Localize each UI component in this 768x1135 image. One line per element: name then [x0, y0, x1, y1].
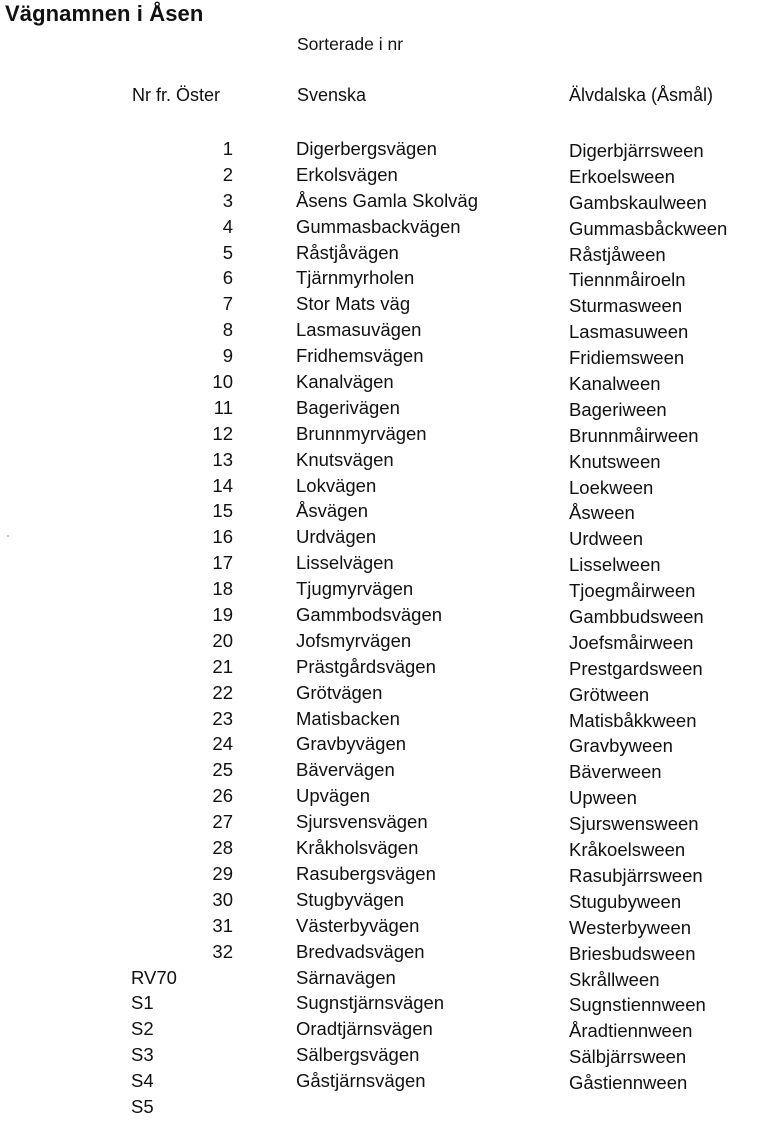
table-row — [0, 990, 768, 1016]
table-row — [0, 654, 768, 680]
road-number: 1 — [222, 138, 233, 159]
road-number: 4 — [222, 215, 233, 237]
road-name-svenska: Särnavägen — [296, 966, 396, 988]
road-number: 32 — [212, 940, 233, 962]
road-number: S4 — [131, 1070, 154, 1092]
table-row — [0, 447, 768, 473]
road-name-alvdalska: Upween — [569, 787, 637, 809]
document-subtitle: Sorterade i nr — [297, 34, 404, 54]
road-number: S3 — [131, 1044, 154, 1066]
road-number: 30 — [212, 888, 233, 910]
road-name-svenska: Upvägen — [296, 785, 371, 807]
table-row — [0, 757, 768, 783]
table-row — [0, 809, 768, 835]
road-number: 3 — [222, 189, 233, 211]
table-row — [0, 369, 768, 395]
road-name-svenska: Sjursvensvägen — [296, 811, 428, 833]
road-name-alvdalska: Bäverween — [569, 761, 662, 783]
road-name-svenska: Knutsvägen — [296, 448, 394, 470]
table-row — [0, 421, 768, 447]
road-name-svenska: Brunnmyrvägen — [296, 422, 427, 444]
table-row — [0, 317, 768, 343]
road-name-svenska: Åsvägen — [296, 500, 368, 522]
table-row — [0, 214, 768, 240]
road-name-svenska: Lasmasuvägen — [296, 319, 422, 341]
road-number: 31 — [212, 914, 233, 936]
road-name-alvdalska: Skrållween — [569, 968, 660, 990]
table-row — [0, 473, 768, 499]
road-number: 29 — [212, 862, 233, 884]
road-number: 25 — [212, 759, 233, 781]
table-row — [0, 136, 768, 162]
road-number: RV70 — [131, 966, 177, 988]
table-row — [0, 291, 768, 317]
road-name-svenska: Bävervägen — [296, 759, 395, 781]
road-name-alvdalska: Grötween — [569, 683, 650, 705]
table-row — [0, 188, 768, 214]
road-number: 22 — [212, 681, 233, 703]
road-name-alvdalska: Fridiemsween — [569, 347, 685, 369]
table-row — [0, 939, 768, 965]
column-header-svenska: Svenska — [297, 85, 367, 105]
table-row — [0, 576, 768, 602]
road-number: 12 — [212, 422, 233, 444]
road-name-alvdalska: Sugnstiennween — [569, 994, 706, 1016]
road-name-alvdalska: Prestgardsween — [569, 657, 703, 679]
road-name-alvdalska: Joefsmåirween — [569, 631, 694, 653]
road-name-alvdalska: Råstjåween — [569, 243, 666, 265]
road-number: 11 — [213, 396, 233, 418]
table-row — [0, 1042, 768, 1068]
road-name-svenska: Urdvägen — [296, 526, 377, 548]
road-number: 19 — [212, 604, 233, 626]
road-name-svenska: Digerbergsvägen — [296, 138, 437, 159]
road-name-svenska: Erkolsvägen — [296, 163, 398, 185]
road-name-alvdalska: Gummasbåckween — [569, 217, 728, 239]
road-name-alvdalska: Westerbyween — [569, 916, 692, 938]
table-row — [0, 887, 768, 913]
road-name-svenska: Prästgårdsvägen — [296, 655, 436, 677]
road-name-svenska: Fridhemsvägen — [296, 345, 424, 367]
road-number: 2 — [222, 163, 233, 185]
table-row — [0, 602, 768, 628]
road-name-svenska: Kråkholsvägen — [296, 837, 419, 859]
road-number: S2 — [131, 1018, 154, 1040]
table-row — [0, 731, 768, 757]
table-row — [0, 240, 768, 266]
table-row — [0, 343, 768, 369]
road-name-svenska: Sälbergsvägen — [296, 1044, 420, 1066]
road-number: 23 — [212, 707, 233, 729]
road-number: 16 — [212, 526, 233, 548]
road-number: 7 — [222, 293, 233, 315]
road-name-alvdalska: Rasubjärrsween — [569, 864, 703, 886]
road-name-alvdalska: Sturmasween — [569, 295, 683, 317]
road-number: 13 — [212, 448, 233, 470]
road-number: 9 — [222, 345, 233, 367]
road-name-svenska: Råstjåvägen — [296, 241, 399, 263]
road-number: 10 — [212, 371, 233, 393]
table-row — [0, 1068, 768, 1094]
road-name-svenska: Bagerivägen — [296, 396, 400, 418]
road-name-alvdalska: Erkoelsween — [569, 165, 675, 187]
road-number: S1 — [131, 992, 154, 1014]
road-name-alvdalska: Brunnmåirween — [569, 424, 699, 446]
road-name-alvdalska: Briesbudsween — [569, 942, 696, 964]
road-name-svenska: Gummasbackvägen — [296, 215, 461, 237]
road-name-svenska: Gåstjärnsvägen — [296, 1070, 426, 1092]
road-name-alvdalska: Gambbudsween — [569, 606, 704, 628]
road-name-svenska: Stor Mats väg — [296, 293, 411, 315]
table-row — [0, 680, 768, 706]
road-number: S5 — [131, 1095, 154, 1117]
road-name-alvdalska: Sjurswensween — [569, 813, 699, 835]
table-row — [0, 706, 768, 732]
road-name-svenska: Matisbacken — [296, 707, 400, 729]
table-row — [0, 1094, 768, 1120]
table-row — [0, 861, 768, 887]
road-name-alvdalska: Lisselween — [569, 554, 661, 576]
scan-speck — [7, 535, 9, 537]
road-name-alvdalska: Urdween — [569, 528, 644, 550]
table-row — [0, 265, 768, 291]
table-row — [0, 628, 768, 654]
road-number: 5 — [222, 241, 233, 263]
road-number: 28 — [212, 837, 233, 859]
road-name-alvdalska: Gambskaulween — [569, 191, 707, 213]
road-number: 26 — [212, 785, 233, 807]
road-name-svenska: Oradtjärnsvägen — [296, 1018, 433, 1040]
road-name-alvdalska: Loekween — [569, 476, 654, 498]
road-name-alvdalska: Gravbyween — [569, 735, 673, 757]
table-row — [0, 550, 768, 576]
road-number: 6 — [222, 267, 233, 289]
table-row — [0, 498, 768, 524]
road-number: 14 — [212, 474, 233, 496]
road-number: 17 — [212, 552, 233, 574]
road-name-alvdalska: Tiennmåiroeln — [569, 269, 686, 291]
road-name-alvdalska: Åradtiennween — [569, 1020, 693, 1042]
road-name-svenska: Bredvadsvägen — [296, 940, 425, 962]
road-name-alvdalska: Bageriween — [569, 398, 667, 420]
road-name-svenska: Stugbyvägen — [296, 888, 405, 910]
road-name-svenska: Gammbodsvägen — [296, 604, 443, 626]
road-number: 8 — [222, 319, 233, 341]
road-name-table — [0, 136, 768, 1120]
road-name-svenska: Tjugmyrvägen — [296, 578, 414, 600]
road-name-alvdalska: Kråkoelsween — [569, 839, 686, 861]
road-number: 20 — [212, 629, 233, 651]
road-name-alvdalska: Matisbåkkween — [569, 709, 697, 731]
road-number: 24 — [212, 733, 233, 755]
road-number: 27 — [212, 811, 233, 833]
table-row — [0, 395, 768, 421]
document-title: Vägnamnen i Åsen — [5, 1, 204, 26]
column-header-nr: Nr fr. Öster — [132, 85, 221, 105]
road-name-svenska: Lisselvägen — [296, 552, 394, 574]
road-name-alvdalska: Tjoegmåirween — [569, 580, 696, 602]
road-name-svenska: Rasubergsvägen — [296, 862, 436, 884]
road-name-alvdalska: Lasmasuween — [569, 321, 689, 343]
table-row — [0, 524, 768, 550]
road-name-alvdalska: Sälbjärrsween — [569, 1046, 687, 1068]
road-number: 21 — [212, 655, 233, 677]
road-name-svenska: Tjärnmyrholen — [296, 267, 415, 289]
table-row — [0, 913, 768, 939]
road-name-svenska: Västerbyvägen — [296, 914, 420, 936]
road-name-alvdalska: Stugubyween — [569, 890, 682, 912]
road-name-alvdalska: Gåstiennween — [569, 1072, 688, 1094]
road-name-alvdalska: Åsween — [569, 502, 635, 524]
table-row — [0, 1016, 768, 1042]
road-name-svenska: Sugnstjärnsvägen — [296, 992, 445, 1014]
road-name-svenska: Kanalvägen — [296, 371, 394, 393]
road-name-alvdalska: Kanalween — [569, 373, 661, 395]
road-name-svenska: Gravbyvägen — [296, 733, 407, 755]
road-number: 18 — [212, 578, 233, 600]
table-row — [0, 835, 768, 861]
road-name-svenska: Lokvägen — [296, 474, 377, 496]
column-header-alvdalska: Älvdalska (Åsmål) — [569, 85, 714, 105]
table-row — [0, 162, 768, 188]
table-row — [0, 783, 768, 809]
road-name-svenska: Jofsmyrvägen — [296, 629, 412, 651]
road-name-alvdalska: Knutsween — [569, 450, 661, 472]
road-number: 15 — [212, 500, 233, 522]
road-name-svenska: Åsens Gamla Skolväg — [296, 189, 479, 211]
road-name-svenska: Grötvägen — [296, 681, 383, 703]
road-name-alvdalska: Digerbjärrsween — [569, 140, 704, 161]
table-row — [0, 965, 768, 991]
